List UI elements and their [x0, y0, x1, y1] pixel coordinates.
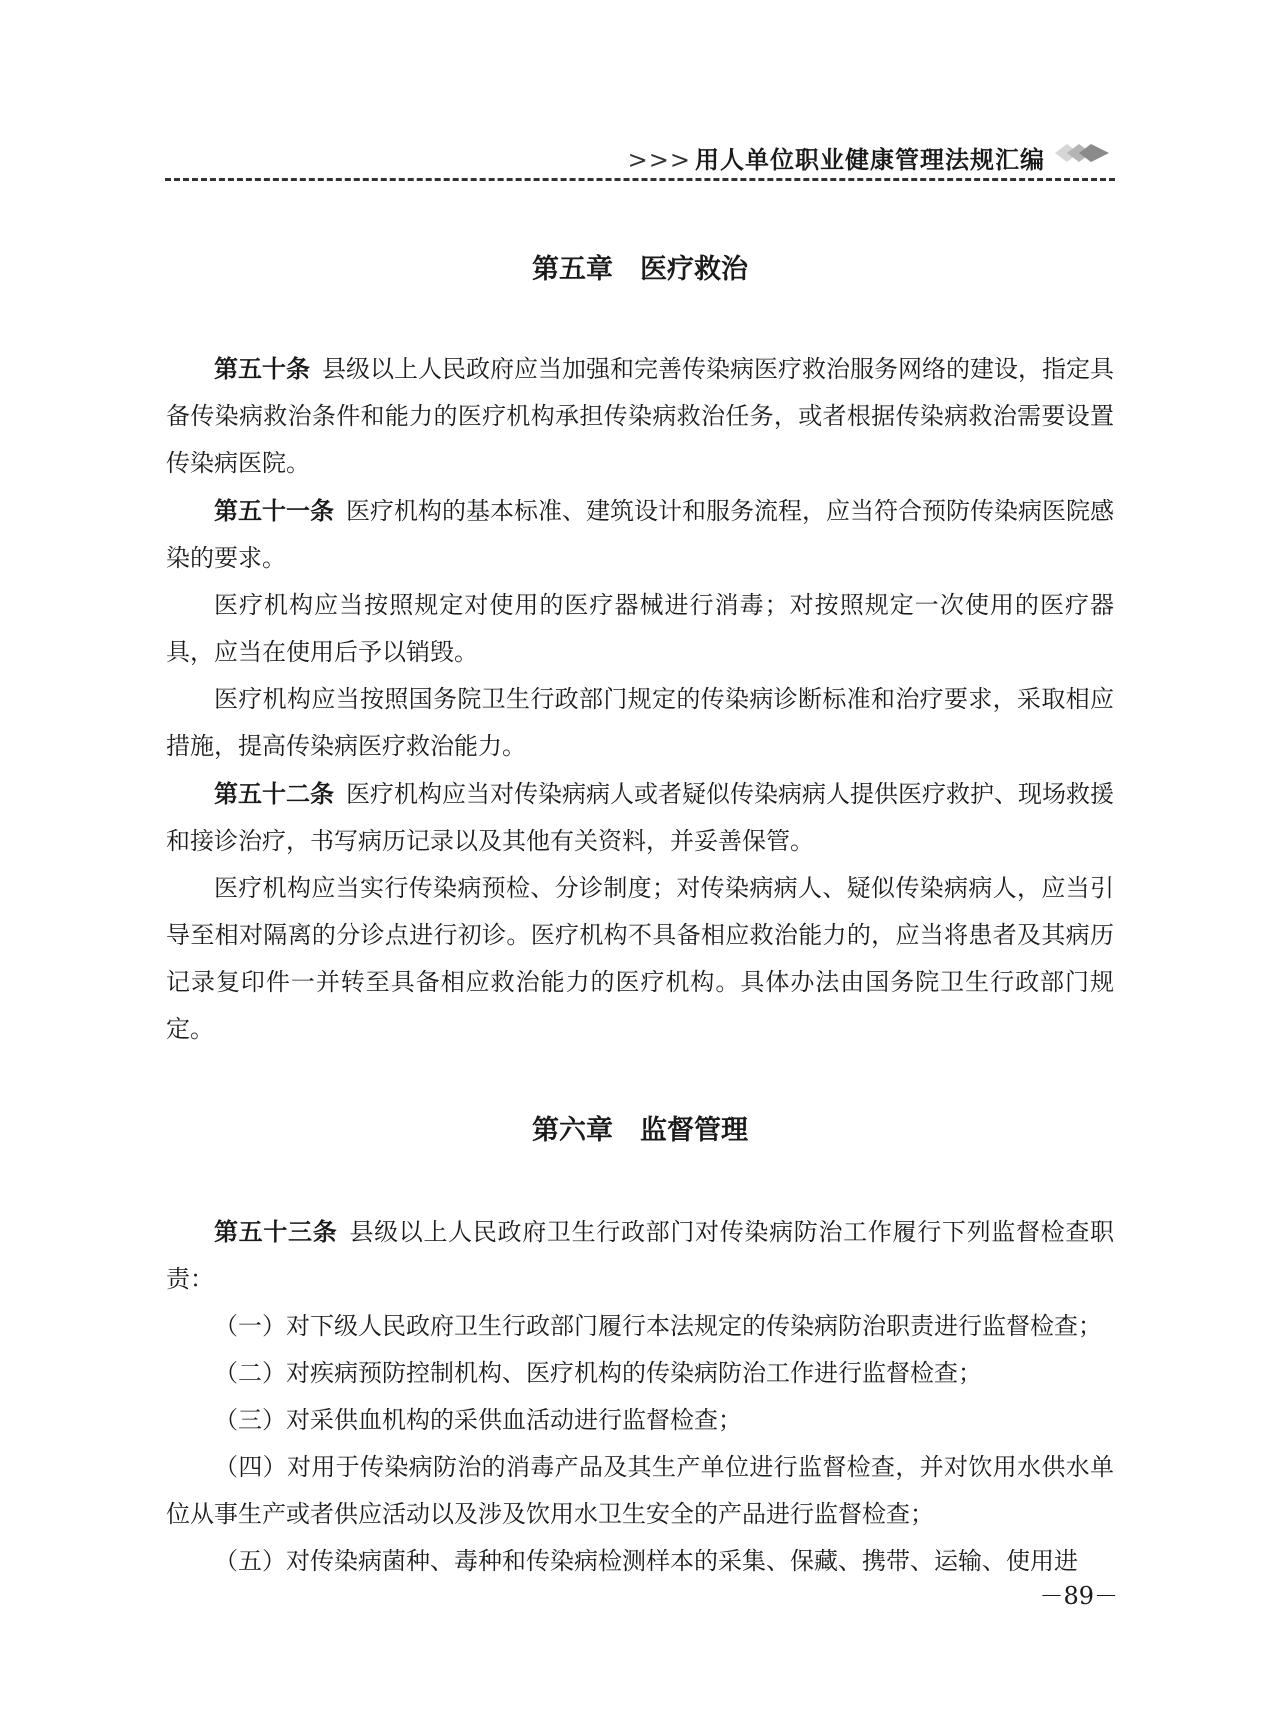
paragraph-text: 医疗机构的基本标准、建筑设计和服务流程，应当符合预防传染病医院感染的要求。: [166, 497, 1114, 572]
page-number: －89－: [1039, 1582, 1118, 1610]
chapter-title: 第六章 监督管理: [532, 1115, 748, 1146]
paragraph-text: 医疗机构应当对传染病病人或者疑似传染病病人提供医疗救护、现场救援和接诊治疗，书写病历记录以及其他有关资料，并妥善保管。: [166, 780, 1114, 855]
header-arrows: >>>: [627, 146, 691, 174]
article-number: 第五十三条: [214, 1217, 338, 1246]
article-number: 第五十条: [214, 354, 310, 383]
article-number: 第五十二条: [214, 779, 334, 808]
paragraph: [166, 865, 1114, 1053]
paragraph-text: （三）对采供血机构的采供血活动进行监督检查；: [214, 1406, 742, 1434]
article-paragraph: [166, 1208, 1114, 1303]
header-title-text: 用人单位职业健康管理法规汇编: [695, 145, 1045, 174]
paragraph-text: 县级以上人民政府卫生行政部门对传染病防治工作履行下列监督检查职责：: [166, 1218, 1115, 1293]
header-divider: [165, 178, 1115, 181]
paragraph: [166, 676, 1114, 770]
list-item: [166, 1444, 1114, 1538]
paragraph: [166, 582, 1114, 676]
paragraph-text: （一）对下级人民政府卫生行政部门履行本法规定的传染病防治职责进行监督检查；: [214, 1312, 1102, 1340]
list-item: [166, 1538, 1114, 1585]
article-paragraph: [166, 487, 1114, 582]
running-header: [165, 132, 1115, 182]
paragraph-text: （五）对传染病菌种、毒种和传染病检测样本的采集、保藏、携带、运输、使用进: [214, 1547, 1078, 1575]
article-paragraph: [166, 770, 1114, 865]
paragraph-text: （四）对用于传染病防治的消毒产品及其生产单位进行监督检查，并对饮用水供水单位从事生产或者供应活动以及涉及饮用水卫生安全的产品进行监督检查；: [166, 1453, 1114, 1528]
article-paragraph: [166, 345, 1114, 487]
paragraph-text: 医疗机构应当实行传染病预检、分诊制度；对传染病病人、疑似传染病病人，应当引导至相对隔离的分诊点进行初诊。医疗机构不具备相应救治能力的，应当将患者及其病历记录复印件一并转至具备相应救治能力的医疗机构。具体办法由国务院卫生行政部门规定。: [166, 874, 1114, 1043]
chapter-title: 第五章 医疗救治: [532, 254, 748, 285]
list-item: [166, 1397, 1114, 1444]
paragraph-text: 医疗机构应当按照规定对使用的医疗器械进行消毒；对按照规定一次使用的医疗器具，应当在使用后予以销毁。: [166, 591, 1114, 666]
list-item: [166, 1303, 1114, 1350]
paragraph-text: 医疗机构应当按照国务院卫生行政部门规定的传染病诊断标准和治疗要求，采取相应措施，提高传染病医疗救治能力。: [166, 685, 1114, 760]
header-title: [628, 140, 1045, 175]
paragraph-text: 县级以上人民政府应当加强和完善传染病医疗救治服务网络的建设，指定具备传染病救治条件和能力的医疗机构承担传染病救治任务，或者根据传染病救治需要设置传染病医院。: [166, 355, 1114, 477]
list-item: [166, 1350, 1114, 1397]
page-content: [166, 240, 1114, 1585]
double-diamond-arrow-icon: [1053, 142, 1111, 168]
paragraph-text: （二）对疾病预防控制机构、医疗机构的传染病防治工作进行监督检查；: [214, 1359, 982, 1387]
article-number: 第五十一条: [214, 496, 334, 525]
